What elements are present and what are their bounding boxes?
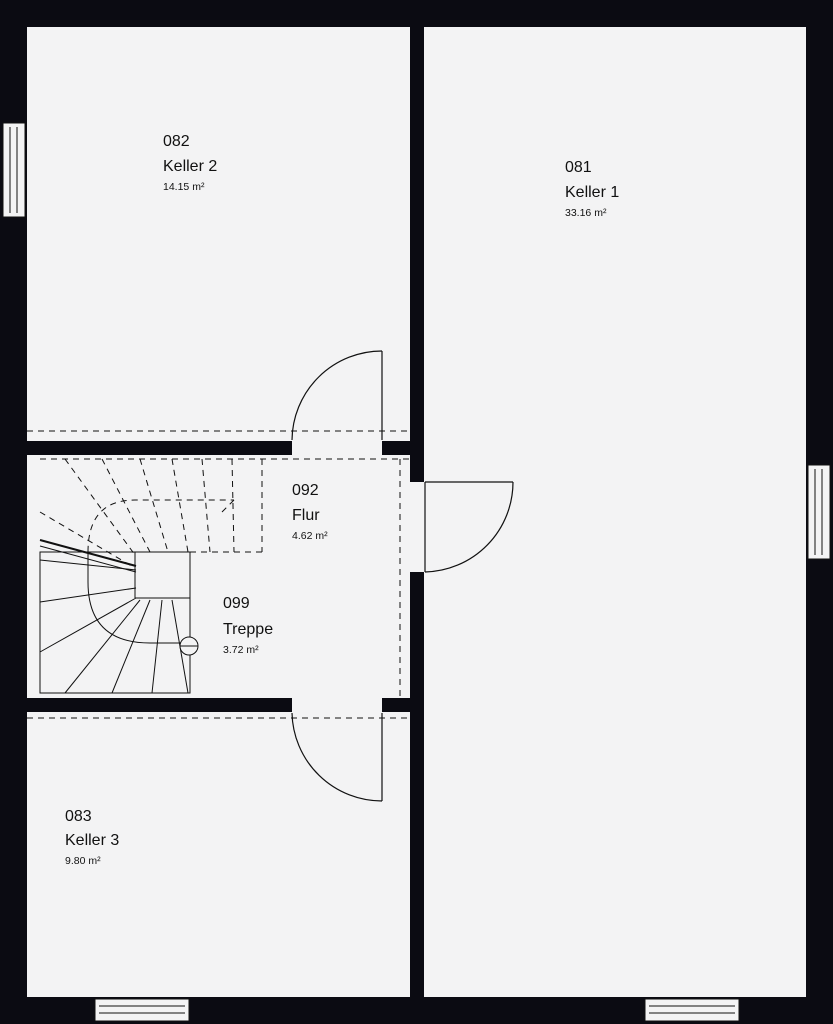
- room-area-treppe: 3.72 m²: [223, 644, 259, 656]
- window-right: [808, 465, 830, 559]
- room-number-keller1: 081: [565, 159, 592, 176]
- room-number-keller3: 083: [65, 808, 92, 825]
- door-opening-keller3: [292, 697, 382, 713]
- window-bottom-right: [645, 999, 739, 1021]
- door-opening-keller1: [409, 482, 425, 572]
- window-left: [3, 123, 25, 217]
- room-floor-keller2: [27, 27, 410, 441]
- room-floor-keller1: [424, 27, 806, 997]
- room-name-keller1: Keller 1: [565, 184, 620, 201]
- room-number-keller2: 082: [163, 133, 190, 150]
- room-name-flur: Flur: [292, 507, 320, 524]
- room-name-keller3: Keller 3: [65, 832, 120, 849]
- window-bottom-left: [95, 999, 189, 1021]
- room-area-flur: 4.62 m²: [292, 530, 328, 542]
- room-number-treppe: 099: [223, 595, 250, 612]
- room-area-keller1: 33.16 m²: [565, 207, 607, 219]
- room-name-treppe: Treppe: [223, 621, 274, 638]
- room-area-keller2: 14.15 m²: [163, 181, 205, 193]
- room-number-flur: 092: [292, 482, 319, 499]
- room-name-keller2: Keller 2: [163, 158, 218, 175]
- wall-stair-left: [27, 455, 40, 459]
- door-opening-keller2: [292, 440, 382, 456]
- room-area-keller3: 9.80 m²: [65, 855, 101, 867]
